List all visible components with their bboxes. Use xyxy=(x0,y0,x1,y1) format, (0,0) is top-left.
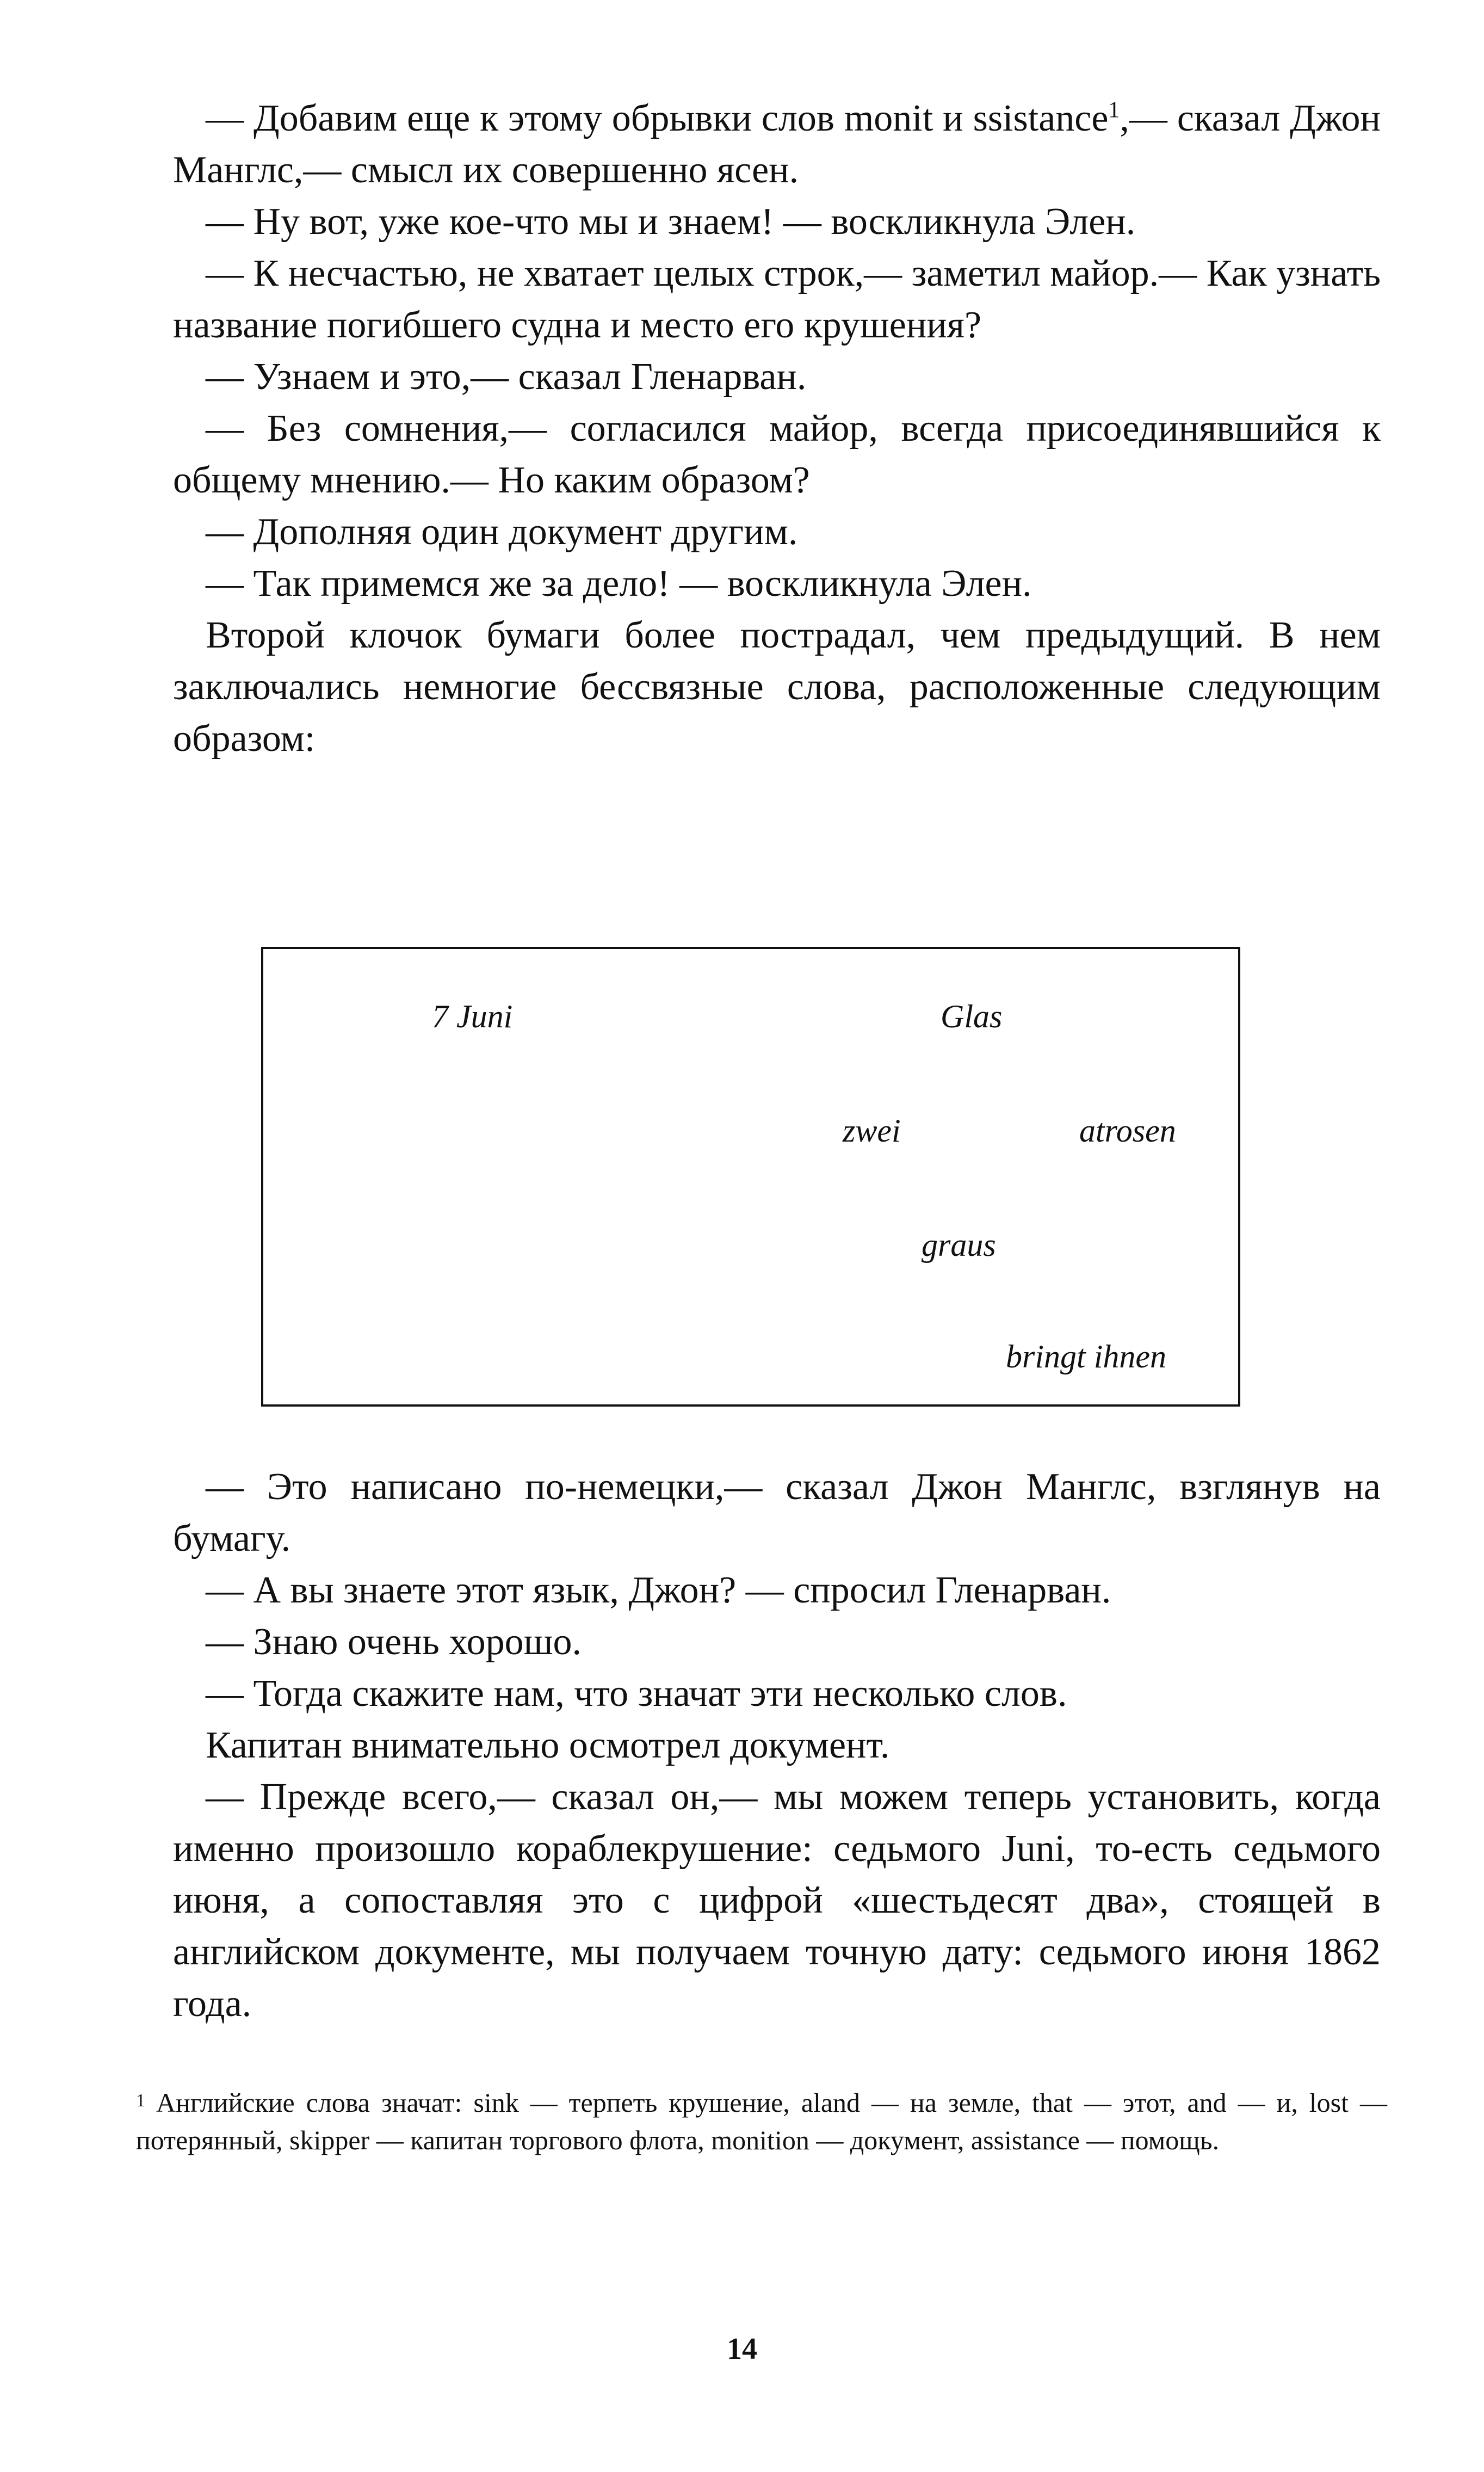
fragment-zwei: zwei xyxy=(843,1113,901,1149)
paragraph-1-rest: ,— сказал Джон Манглс,— смысл их совершенно ясен. xyxy=(173,97,1381,191)
fragment-bringt-ihnen: bringt ihnen xyxy=(1006,1339,1166,1374)
fragment-date: 7 Juni xyxy=(432,998,513,1034)
fragment-atrosen: atrosen xyxy=(1079,1113,1176,1149)
footnote xyxy=(136,2084,1387,2159)
paragraph-3: — К несчастью, не хватает целых строк,— заметил майор.— Как узнать название погибшего судна и место его крушения? xyxy=(173,252,1381,346)
paragraph-5: — Без сомнения,— согласился майор, всегда присоединявшийся к общему мнению.— Но каким образом? xyxy=(173,408,1381,501)
paragraph-11: — Знаю очень хорошо. xyxy=(206,1621,582,1663)
paragraph-12: — Тогда скажите нам, что значат эти несколько слов. xyxy=(206,1673,1067,1715)
paragraph-13: Капитан внимательно осмотрел документ. xyxy=(206,1724,890,1766)
paragraph-8: Второй клочок бумаги более пострадал, чем предыдущий. В нем заключались немногие бессвязные слова, расположенные следующим образом: xyxy=(173,614,1381,760)
footnote-text: Английские слова значат: sink — терпеть крушение, aland — на земле, that — этот, and — и, lost — потерянный, skipper — капитан торгового флота, monition — документ, assistance — помощь. xyxy=(136,2087,1387,2155)
paragraph-14: — Прежде всего,— сказал он,— мы можем теперь установить, когда именно произошло кораблекрушение: седьмого Juni, то-есть седьмого июня, а сопоставляя это с цифрой «шестьдесят два», стоящей в английском документе, мы получаем точную дату: седьмого июня 1862 года. xyxy=(173,1776,1381,2025)
footnote-marker: 1 xyxy=(136,2091,145,2111)
paragraph-10: — А вы знаете этот язык, Джон? — спросил Гленарван. xyxy=(206,1569,1111,1611)
fragment-glas: Glas xyxy=(941,998,1003,1034)
text-block-top xyxy=(173,93,1381,765)
fragment-graus: graus xyxy=(922,1227,996,1263)
paragraph-9: — Это написано по-немецки,— сказал Джон Манглс, взглянув на бумагу. xyxy=(173,1466,1381,1559)
paragraph-1-text: — Добавим еще к этому обрывки слов monit и ssistance xyxy=(206,97,1109,139)
document-fragment-box xyxy=(261,947,1240,1407)
footnote-reference[interactable]: 1 xyxy=(1108,97,1120,123)
paragraph-1 xyxy=(173,93,1381,196)
text-block-bottom xyxy=(173,1461,1381,2030)
paragraph-7: — Так примемся же за дело! — воскликнула Элен. xyxy=(206,563,1032,605)
paragraph-2: — Ну вот, уже кое-что мы и знаем! — воскликнула Элен. xyxy=(206,201,1136,243)
paragraph-4: — Узнаем и это,— сказал Гленарван. xyxy=(206,356,807,398)
paragraph-6: — Дополняя один документ другим. xyxy=(206,511,798,553)
page-number: 14 xyxy=(727,2332,757,2366)
